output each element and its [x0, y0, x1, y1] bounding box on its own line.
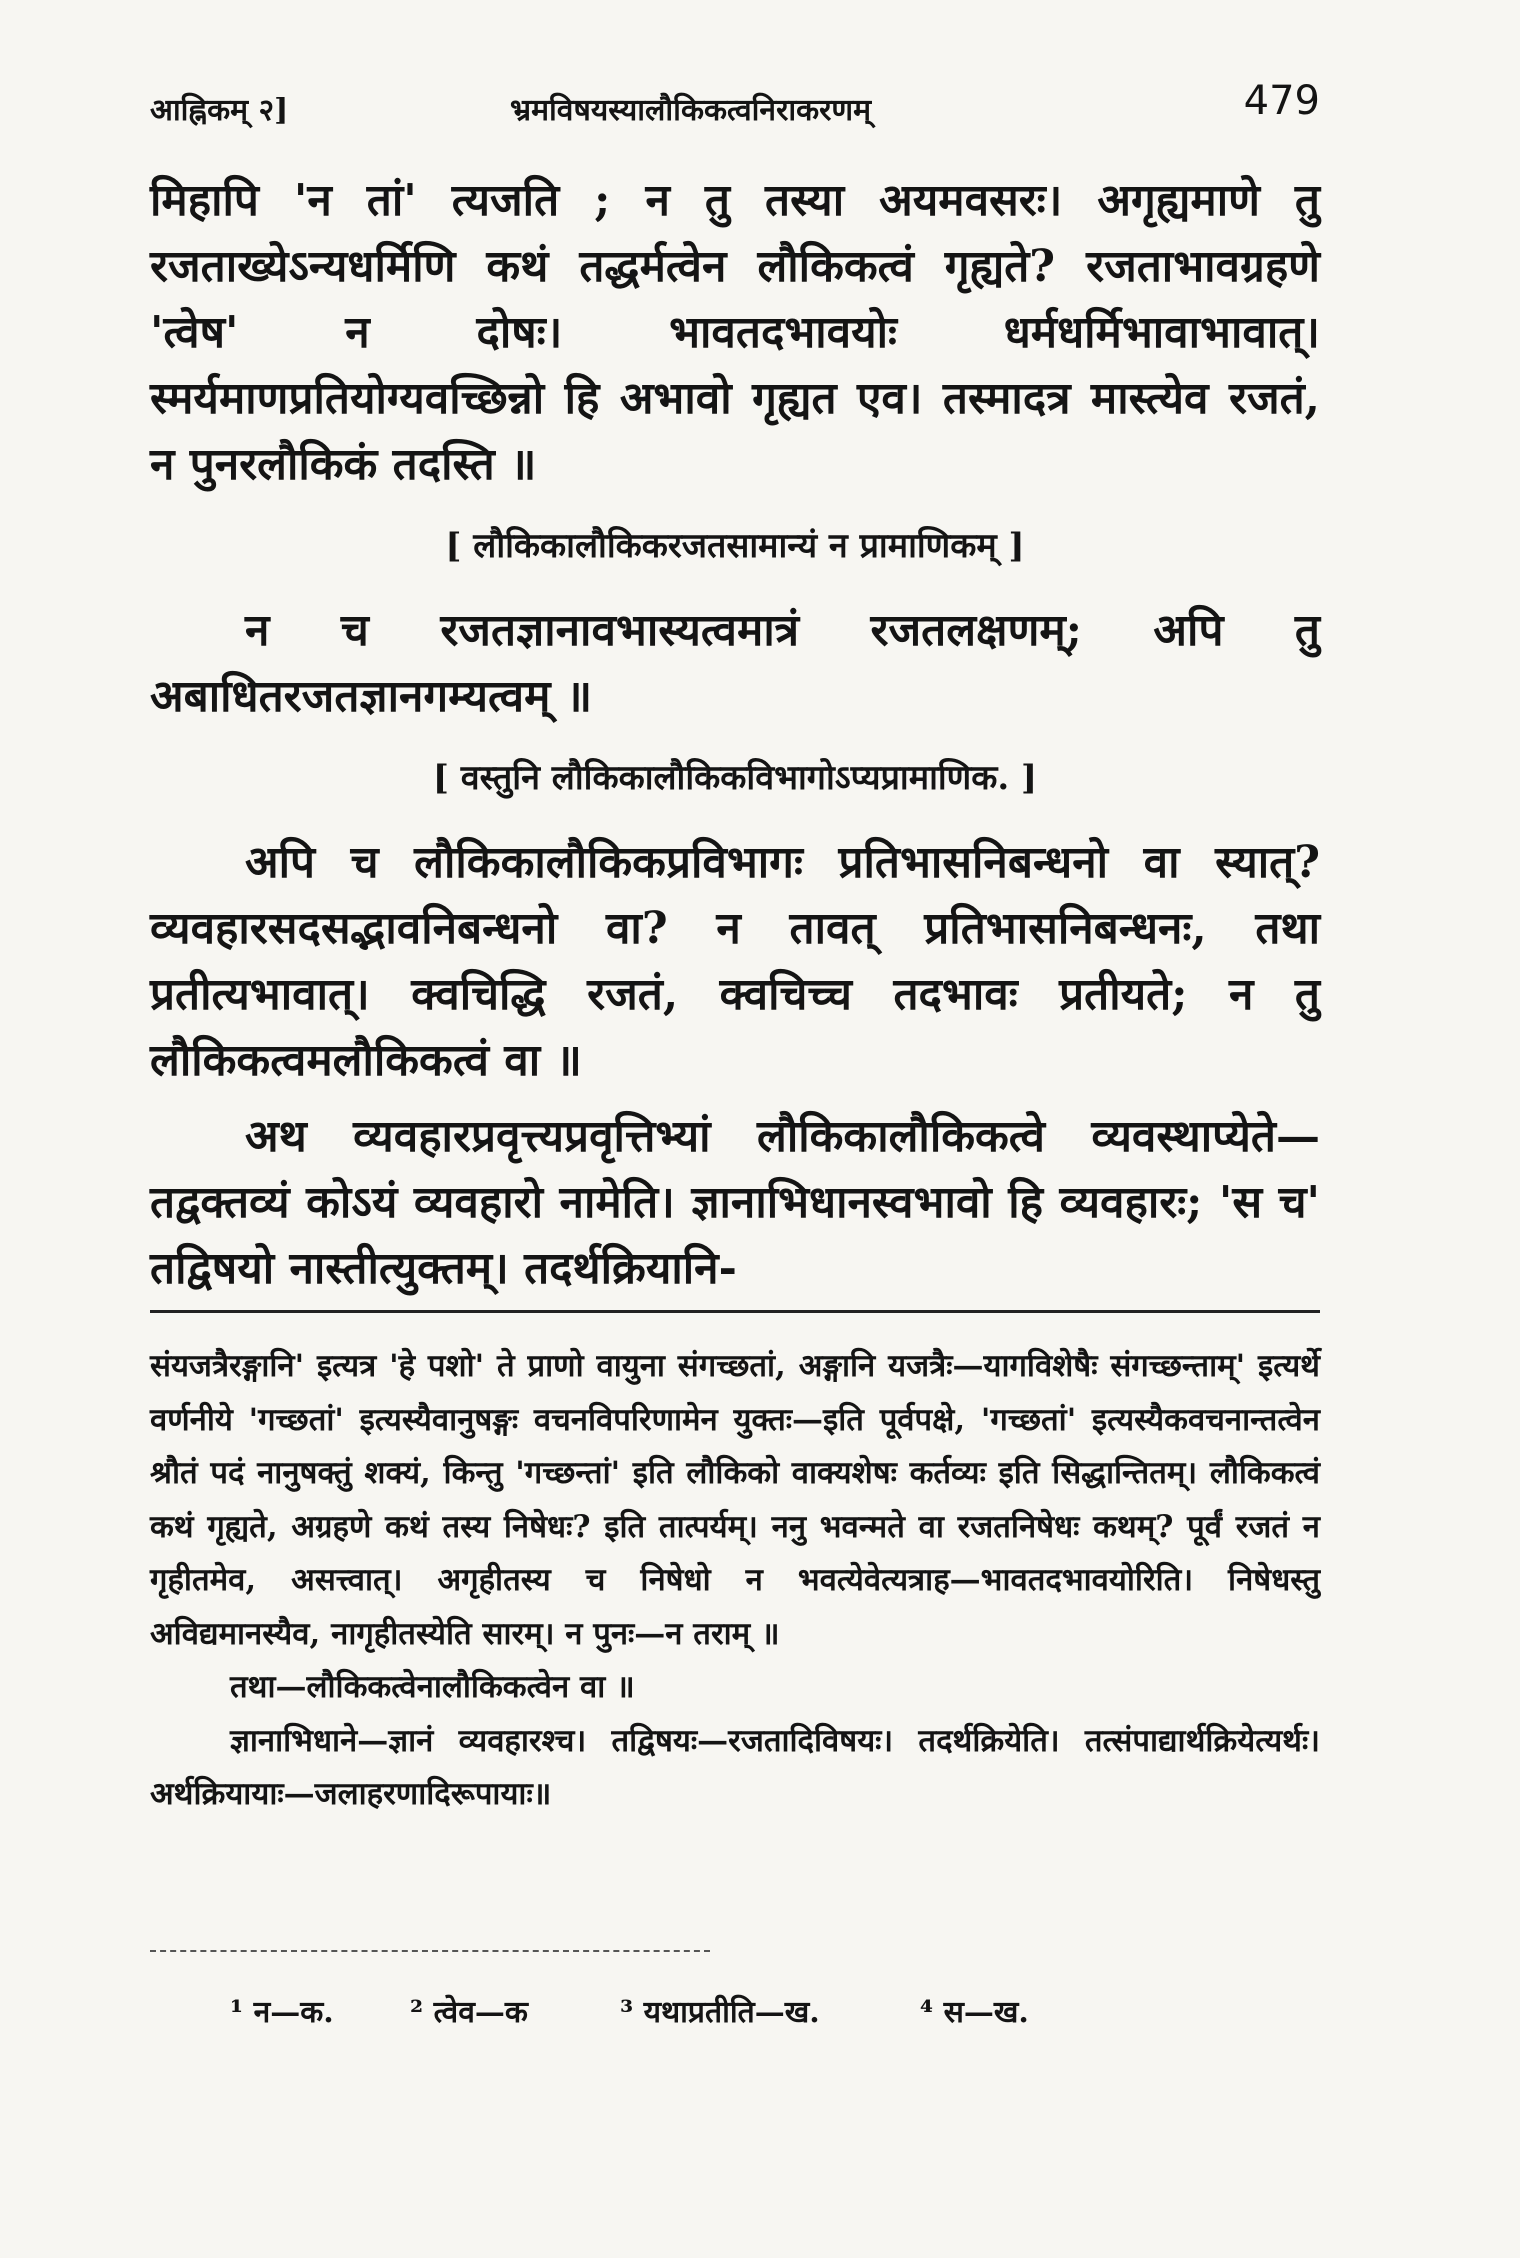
- commentary-paragraph-1: संयजत्रैरङ्गानि' इत्यत्र 'हे पशो' ते प्राणो वायुना संगच्छतां, अङ्गानि यजत्रैः—यागविशेषैः संगच्छन्ताम्' इत्यर्थे वर्णनीये 'गच्छतां' इत्यस्यैवानुषङ्गः वचनविपरिणामेन युक्तः—इति पूर्वपक्षे, 'गच्छतां' इत्यस्यैकवचनान्तत्वेन श्रौतं पदं नानुषक्तुं शक्यं, किन्तु 'गच्छन्तां' इति लौकिको वाक्यशेषः कर्तव्यः इति सिद्धान्तितम्। लौकिकत्वं कथं गृह्यते, अग्रहणे कथं तस्य निषेधः? इति तात्पर्यम्। ननु भवन्मते वा रजतनिषेधः कथम्? पूर्वं रजतं न गृहीतमेव, असत्त्वात्। अगृहीतस्य च निषेधो न भवत्येवेत्यत्राह—भावतदभावयोरिति। निषेधस्तु अविद्यमानस्यैव, नागृहीतस्येति सारम्। न पुनः—न तराम् ॥: [150, 1348, 1320, 1652]
- main-paragraph-2: न च रजतज्ञानावभास्यत्वमात्रं रजतलक्षणम्; अपि तु अबाधितरजतज्ञानगम्यत्वम् ॥: [150, 605, 1320, 722]
- main-paragraph-4: अथ व्यवहारप्रवृत्त्यप्रवृत्तिभ्यां लौकिकालौकिकत्वे व्यवस्थाप्येते—तद्वक्तव्यं कोऽयं व्यवहारो नामेति। ज्ञानाभिधानस्वभावो हि व्यवहारः; 'स च' तद्विषयो नास्तीत्युक्तम्। तदर्थक्रियानि-: [150, 1111, 1320, 1294]
- main-paragraph-3: अपि च लौकिकालौकिकप्रविभागः प्रतिभासनिबन्धनो वा स्यात्? व्यवहारसदसद्भावनिबन्धनो वा? न तावत् प्रतिभासनिबन्धनः, तथा प्रतीत्यभावात्। क्वचिद्धि रजतं, क्वचिच्च तदभावः प्रतीयते; न तु लौकिकत्वमलौकिकत्वं वा ॥: [150, 837, 1320, 1086]
- footnote-2: ² त्वेव—क: [410, 1995, 528, 2030]
- footnote-1: ¹ न—क.: [230, 1995, 334, 2030]
- header-section-label: आह्निकम् २]: [150, 93, 289, 128]
- commentary-paragraph-3: ज्ञानाभिधाने—ज्ञानं व्यवहारश्च। तद्विषयः—रजतादिविषयः। तदर्थक्रियेति। तत्संपाद्यार्थक्रियेत्यर्थः। अर्थक्रियायाः—जलाहरणादिरूपायाः॥: [150, 1722, 1320, 1812]
- main-text: [150, 168, 1320, 1312]
- section-heading-2: [ वस्तुनि लौकिकालौकिकविभागोऽप्यप्रामाणिक. ]: [432, 758, 1038, 798]
- footnote-divider: [150, 1950, 710, 1952]
- section-heading-1: [ लौकिकालौकिकरजतसामान्यं न प्रामाणिकम् ]: [445, 526, 1025, 566]
- commentary: [150, 1340, 1320, 1822]
- header-title: भ्रमविषयस्यालौकिकत्वनिराकरणम्: [510, 93, 872, 128]
- page-number: 479: [1243, 78, 1320, 124]
- divider-rule: [150, 1310, 1320, 1313]
- running-header: [150, 78, 1320, 138]
- footnotes: [230, 1990, 1130, 2040]
- main-paragraph-1: मिहापि 'न तां' त्यजति ; न तु तस्या अयमवसरः। अगृह्यमाणे तु रजताख्येऽन्यधर्मिणि कथं तद्धर्मत्वेन लौकिकत्वं गृह्यते? रजताभावग्रहणे 'त्वेष' न दोषः। भावतदभावयोः धर्मधर्मिभावाभावात्। स्मर्यमाणप्रतियोग्यवच्छिन्नो हि अभावो गृह्यत एव। तस्मादत्र मास्त्येव रजतं, न पुनरलौकिकं तदस्ति ॥: [150, 175, 1320, 490]
- footnote-3: ³ यथाप्रतीति—ख.: [620, 1995, 820, 2030]
- commentary-paragraph-2: तथा—लौकिकत्वेनालौकिकत्वेन वा ॥: [230, 1669, 635, 1705]
- footnote-4: ⁴ स—ख.: [920, 1995, 1029, 2030]
